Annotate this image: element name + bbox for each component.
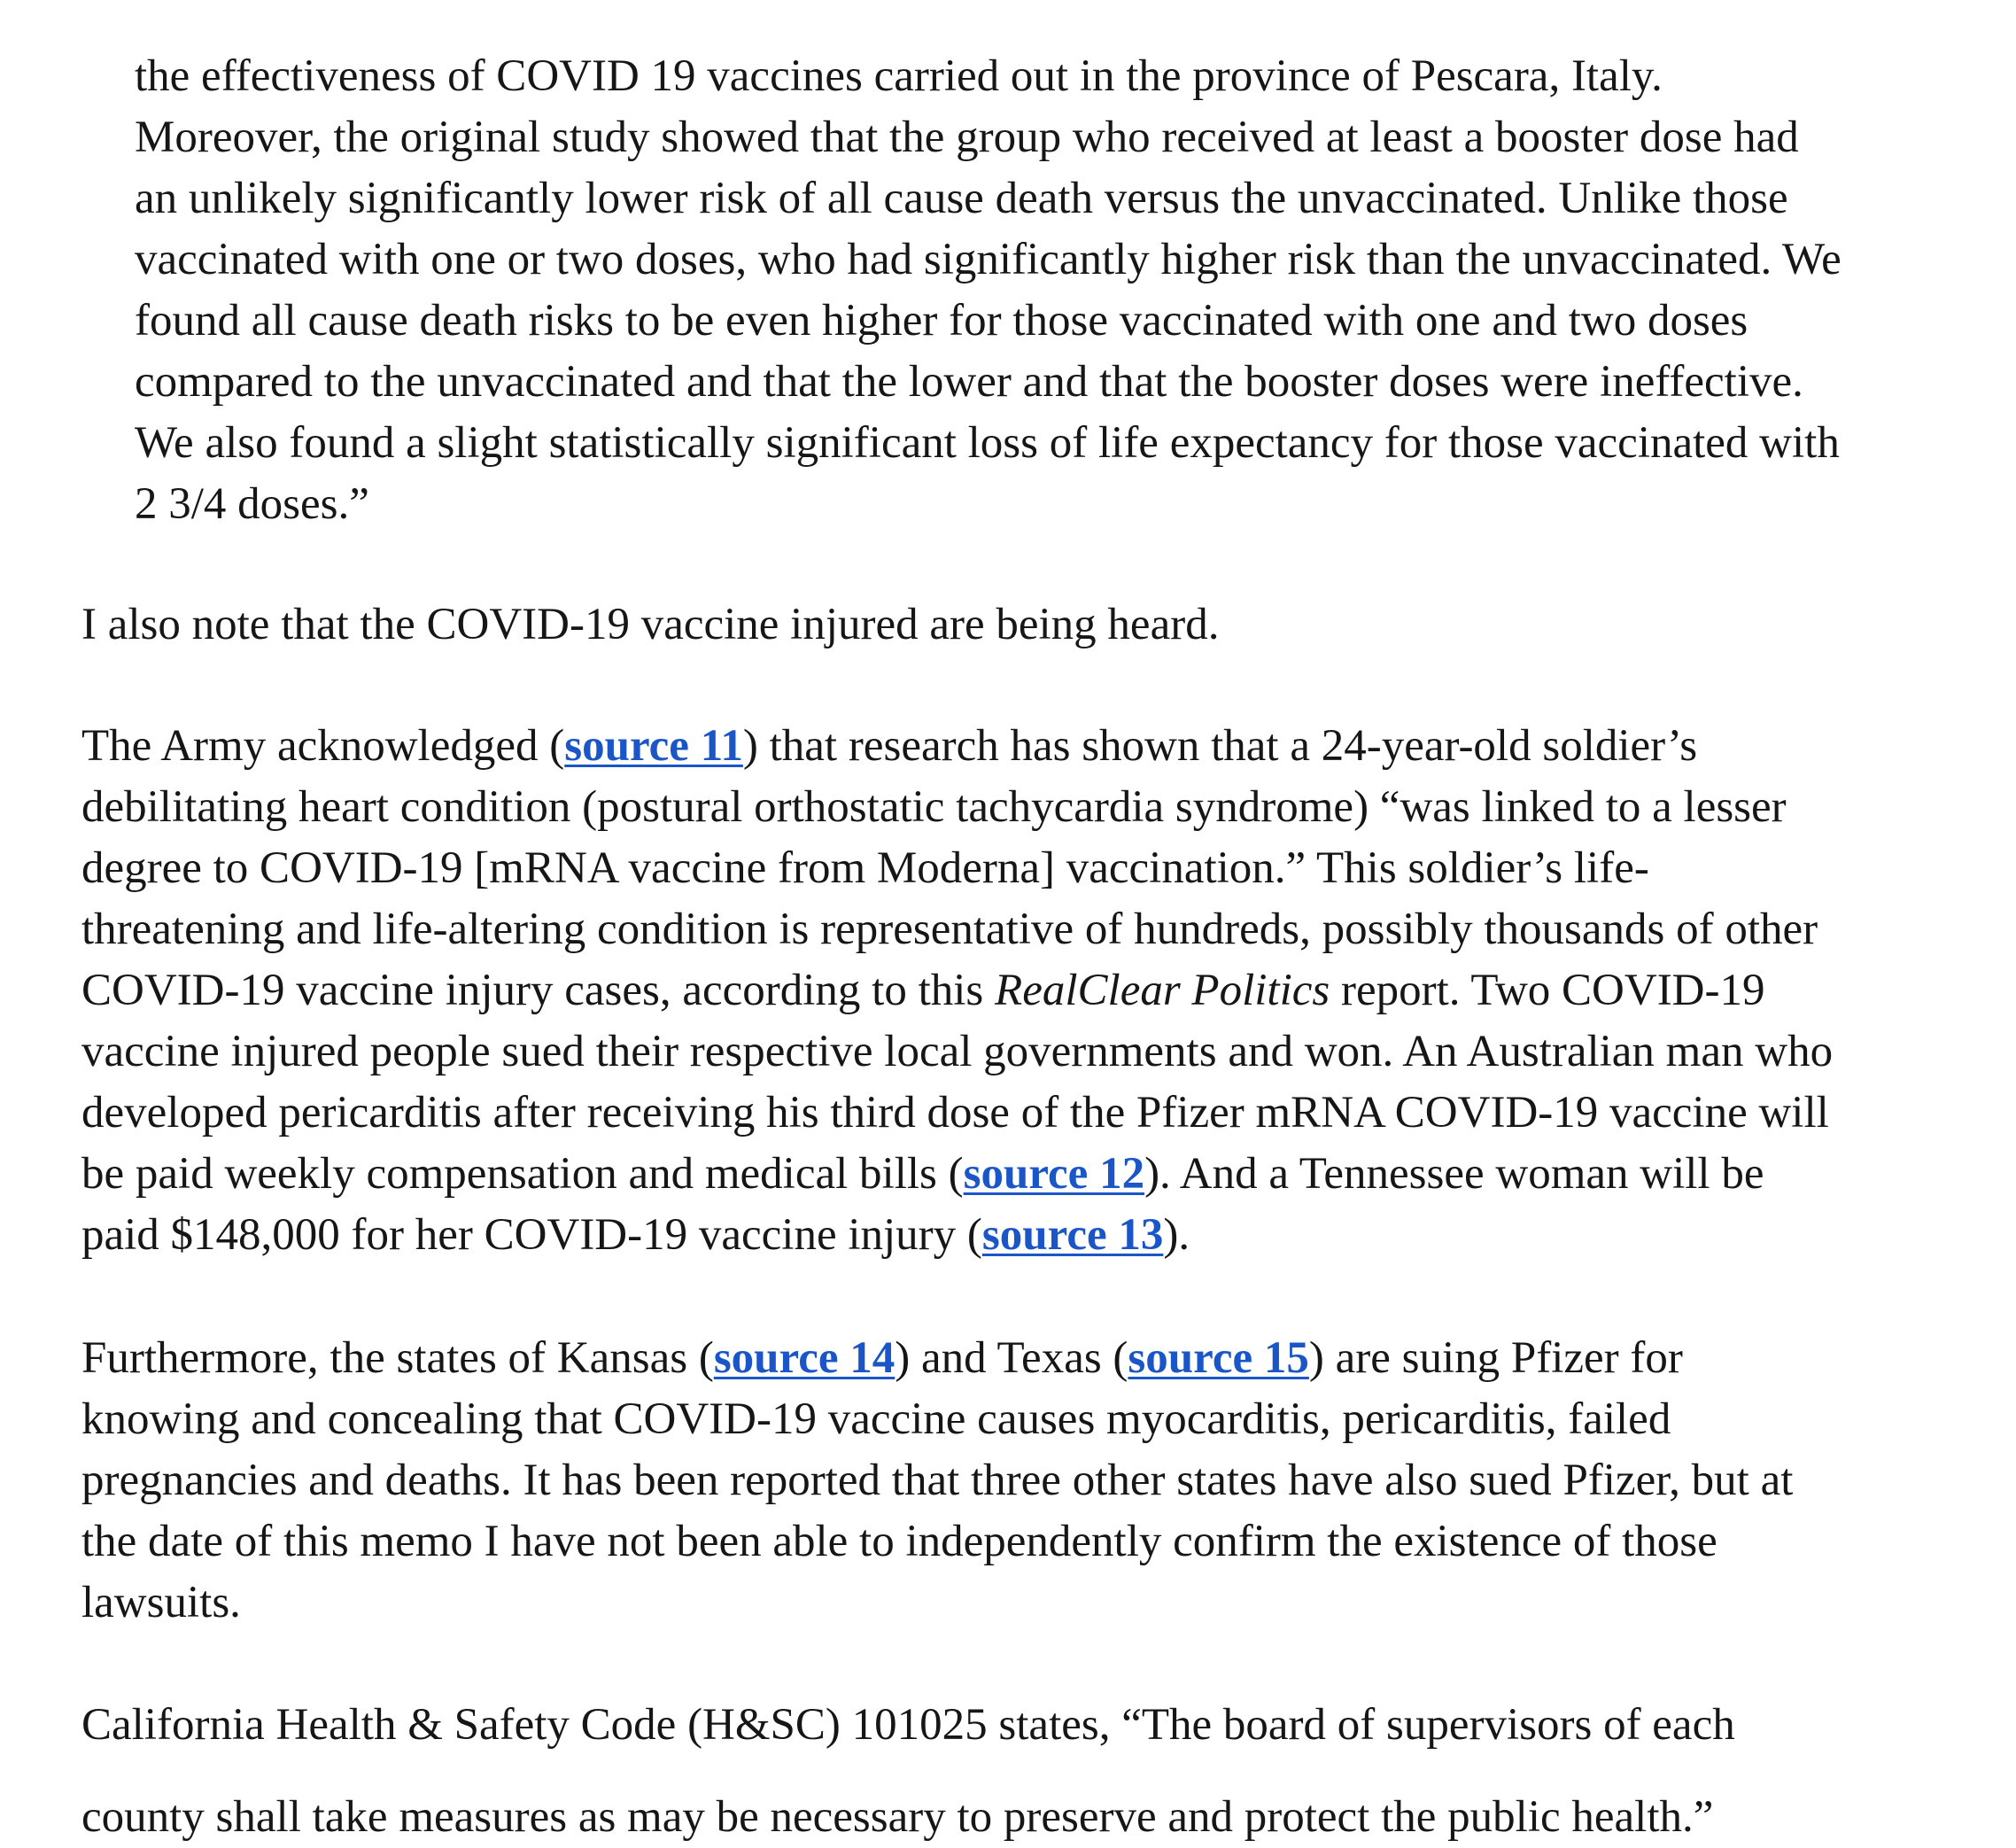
quote-line: the effectiveness of COVID 19 vaccines carried out in the province of Pescara, Italy.: [135, 51, 1663, 101]
paragraph-line: the date of this memo I have not been able to independently confirm the existence of those: [81, 1517, 1717, 1566]
quote-line: vaccinated with one or two doses, who had significantly higher risk than the unvaccinated. We: [135, 235, 1842, 284]
source-12-link[interactable]: source 12: [963, 1149, 1145, 1199]
paragraph-line: knowing and concealing that COVID-19 vaccine causes myocarditis, pericarditis, failed: [81, 1394, 1671, 1444]
publication-title: RealClear Politics: [995, 966, 1330, 1015]
paragraph-states-suing-pfizer: [81, 1328, 1793, 1634]
source-15-link[interactable]: source 15: [1128, 1333, 1309, 1383]
paragraph-line: California Health & Safety Code (H&SC) 101025 states, “The board of supervisors of each: [81, 1700, 1735, 1750]
paragraph-line: I also note that the COVID-19 vaccine injured are being heard.: [81, 600, 1220, 649]
paragraph-army-acknowledged: [81, 716, 1833, 1266]
text-run: ) are suing Pfizer for: [1308, 1333, 1683, 1383]
text-run: paid $148,000 for her COVID-19 vaccine injury (: [81, 1210, 982, 1260]
quoted-study-excerpt: [135, 46, 1842, 535]
paragraph-line: vaccine injured people sued their respective local governments and won. An Australian man who: [81, 1027, 1834, 1076]
paragraph-line: [81, 960, 1833, 1021]
text-run: ). And a Tennessee woman will be: [1144, 1149, 1764, 1199]
source-11-link[interactable]: source 11: [564, 721, 743, 771]
paragraph-line: pregnancies and deaths. It has been reported that three other states have also sued Pfizer, but at: [81, 1456, 1794, 1505]
paragraph-line: developed pericarditis after receiving his third dose of the Pfizer mRNA COVID-19 vaccine will: [81, 1088, 1829, 1138]
text-run: report. Two COVID-19: [1330, 966, 1765, 1015]
source-13-link[interactable]: source 13: [981, 1210, 1164, 1260]
text-run: ) that research has shown that a 24-year-old soldier’s: [742, 721, 1698, 771]
paragraph-line: [81, 1144, 1833, 1205]
text-run: ) and Texas (: [895, 1333, 1128, 1383]
paragraph-line: [81, 1328, 1793, 1389]
source-14-link[interactable]: source 14: [713, 1333, 896, 1383]
paragraph-vaccine-injured-heard: [81, 594, 1219, 656]
text-run: COVID-19 vaccine injury cases, according to this: [81, 966, 996, 1015]
paragraph-line: debilitating heart condition (postural orthostatic tachycardia syndrome) “was linked to a lesser: [81, 782, 1787, 832]
quote-line: an unlikely significantly lower risk of all cause death versus the unvaccinated. Unlike those: [135, 174, 1788, 223]
quote-line: found all cause death risks to be even higher for those vaccinated with one and two doses: [135, 296, 1748, 346]
text-run: be paid weekly compensation and medical bills (: [81, 1149, 964, 1199]
quote-line: compared to the unvaccinated and that the lower and that the booster doses were ineffective.: [135, 357, 1803, 407]
quote-line: 2 3/4 doses.”: [135, 479, 369, 529]
paragraph-california-code: [81, 1695, 1735, 1756]
paragraph-line: threatening and life-altering condition is representative of hundreds, possibly thousands of other: [81, 905, 1818, 954]
paragraph-line: degree to COVID-19 [mRNA vaccine from Moderna] vaccination.” This soldier’s life-: [81, 843, 1649, 893]
text-run: The Army acknowledged (: [81, 721, 565, 771]
paragraph-california-code-continued: [81, 1787, 1713, 1848]
paragraph-line: county shall take measures as may be necessary to preserve and protect the public health.”: [81, 1792, 1714, 1842]
text-run: ).: [1163, 1210, 1190, 1260]
paragraph-line: [81, 1205, 1833, 1266]
text-run: Furthermore, the states of Kansas (: [81, 1333, 714, 1383]
paragraph-line: lawsuits.: [81, 1578, 241, 1627]
quote-line: Moreover, the original study showed that the group who received at least a booster dose had: [135, 113, 1799, 162]
quote-line: We also found a slight statistically significant loss of life expectancy for those vaccinated with: [135, 418, 1840, 468]
paragraph-line: [81, 716, 1833, 777]
